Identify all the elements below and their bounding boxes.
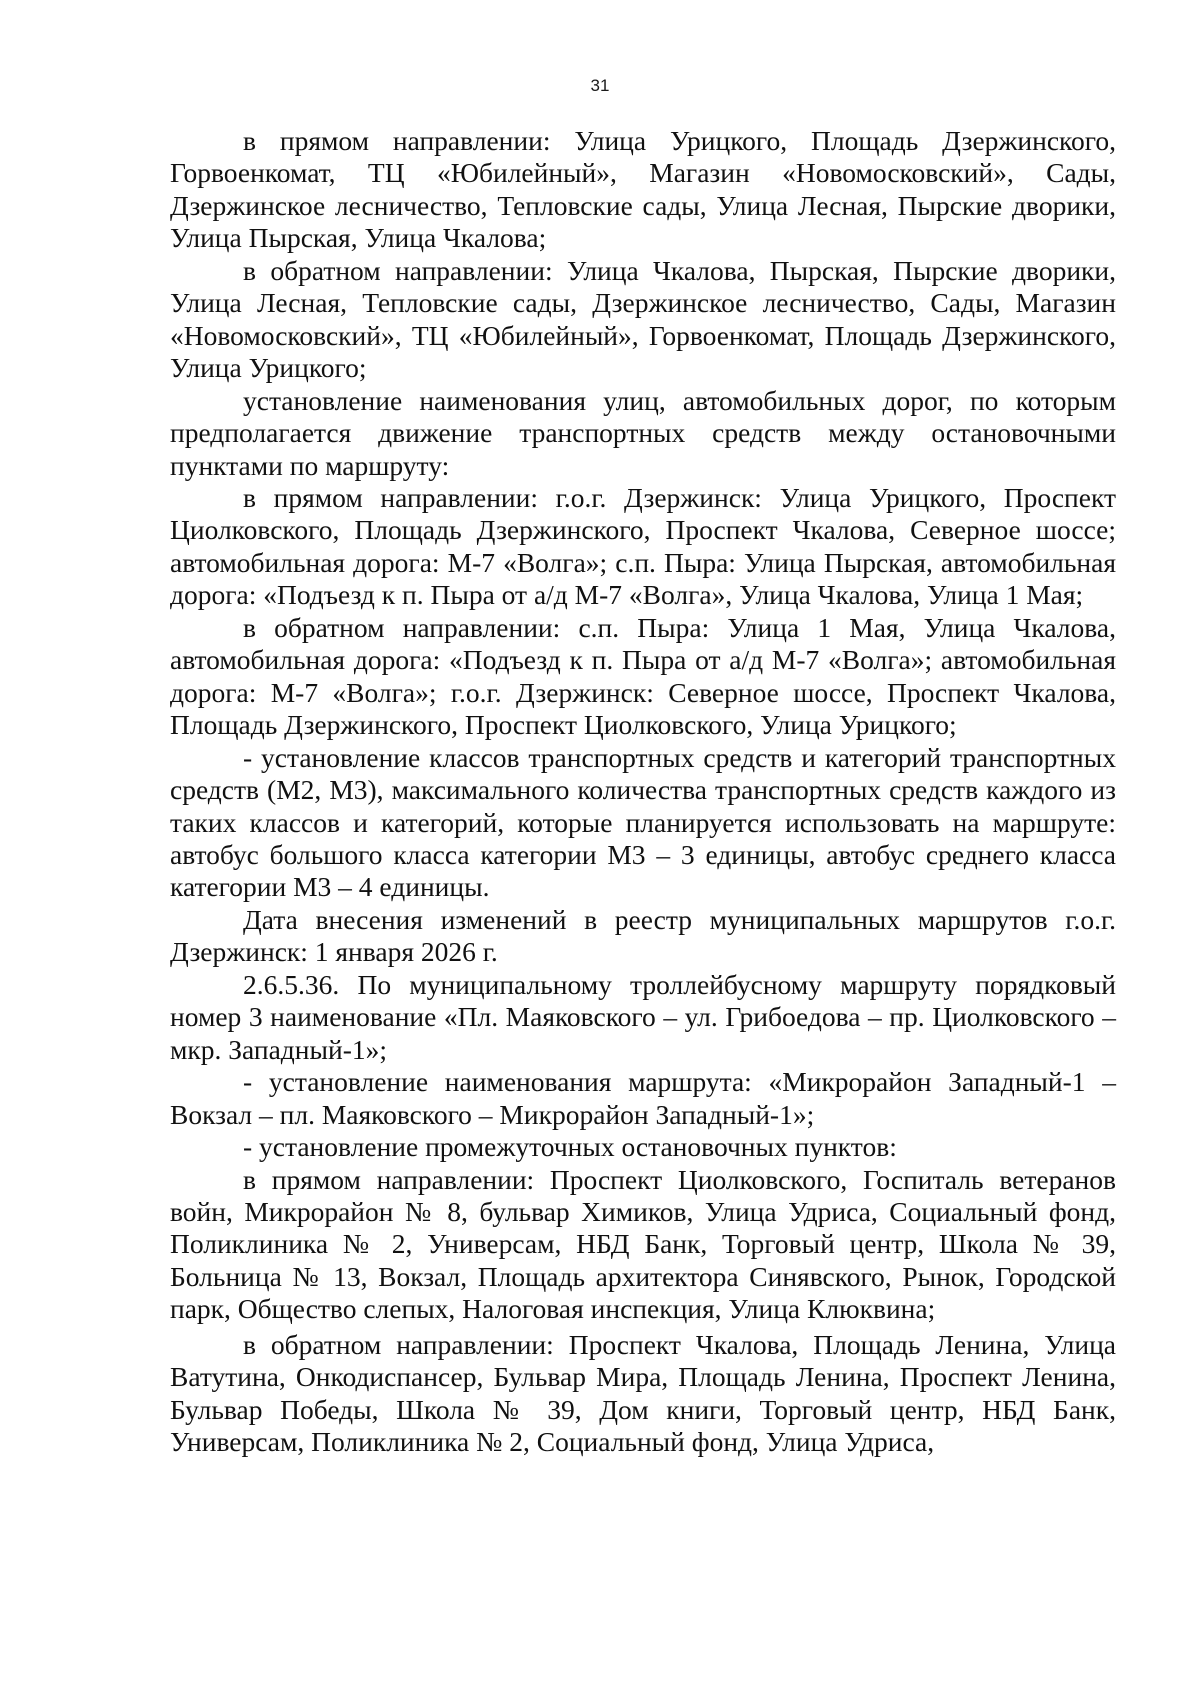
paragraph-forward-streets: в прямом направлении: г.о.г. Дзержинск: Улица Урицкого, Проспект Циолковского, Площадь Дзержинского, Проспект Чкалова, Северное шоссе; автомобильная дорога: М-7 «Волга»; с.п. Пыра: Улица Пырская, автомобильная дорога: «Подъезд к п. Пыра от а/д М-7 «Волга», Улица Чкалова, Улица 1 Мая;: [170, 481, 1116, 611]
paragraph-street-names-intro: установление наименования улиц, автомобильных дорог, по которым предполагается движение транспортных средств между остановочными пунктами по маршруту:: [170, 384, 1116, 481]
paragraph-route3-forward-stops: в прямом направлении: Проспект Циолковского, Госпиталь ветеранов войн, Микрорайон № 8, бульвар Химиков, Улица Удриса, Социальный фонд, Поликлиника № 2, Универсам, НБД Банк, Торговый центр, Школа № 39, Больница № 13, Вокзал, Площадь архитектора Синявского, Рынок, Городской парк, Общество слепых, Налоговая инспекция, Улица Клюквина;: [170, 1163, 1116, 1325]
paragraph-route3-reverse-stops: в обратном направлении: Проспект Чкалова, Площадь Ленина, Улица Ватутина, Онкодиспансер, Бульвар Мира, Площадь Ленина, Проспект Ленина, Бульвар Победы, Школа № 39, Дом книги, Торговый центр, НБД Банк, Универсам, Поликлиника № 2, Социальный фонд, Улица Удриса,: [170, 1328, 1116, 1458]
paragraph-route-heading: 2.6.5.36. По муниципальному троллейбусному маршруту порядковый номер 3 наименование «Пл. Маяковского – ул. Грибоедова – пр. Циолковского – мкр. Западный-1»;: [170, 968, 1116, 1065]
document-body: [170, 125, 1116, 1459]
paragraph-reverse-streets: в обратном направлении: с.п. Пыра: Улица 1 Мая, Улица Чкалова, автомобильная дорога: «Подъезд к п. Пыра от а/д М-7 «Волга»; автомобильная дорога: М-7 «Волга»; г.о.г. Дзержинск: Северное шоссе, Проспект Чкалова, Площадь Дзержинского, Проспект Циолковского, Улица Урицкого;: [170, 611, 1116, 741]
paragraph-registry-date: Дата внесения изменений в реестр муниципальных маршрутов г.о.г. Дзержинск: 1 января 2026 г.: [170, 903, 1116, 968]
paragraph-vehicle-classes: - установление классов транспортных средств и категорий транспортных средств (М2, М3), максимального количества транспортных средств каждого из таких классов и категорий, которые планируется использовать на маршруте: автобус большого класса категории М3 – 3 единицы, автобус среднего класса категории М3 – 4 единицы.: [170, 741, 1116, 903]
paragraph-intermediate-stops-intro: - установление промежуточных остановочных пунктов:: [243, 1131, 897, 1163]
paragraph-forward-stops: в прямом направлении: Улица Урицкого, Площадь Дзержинского, Горвоенкомат, ТЦ «Юбилейный», Магазин «Новомосковский», Сады, Дзержинское лесничество, Тепловские сады, Улица Лесная, Пырские дворики, Улица Пырская, Улица Чкалова;: [170, 125, 1116, 254]
paragraph-route-name: - установление наименования маршрута: «Микрорайон Западный-1 – Вокзал – пл. Маяковского – Микрорайон Западный-1»;: [170, 1066, 1116, 1130]
paragraph-reverse-stops: в обратном направлении: Улица Чкалова, Пырская, Пырские дворики, Улица Лесная, Тепловские сады, Дзержинское лесничество, Сады, Магазин «Новомосковский», ТЦ «Юбилейный», Горвоенкомат, Площадь Дзержинского, Улица Урицкого;: [170, 254, 1116, 384]
page-number: 31: [590, 76, 610, 95]
